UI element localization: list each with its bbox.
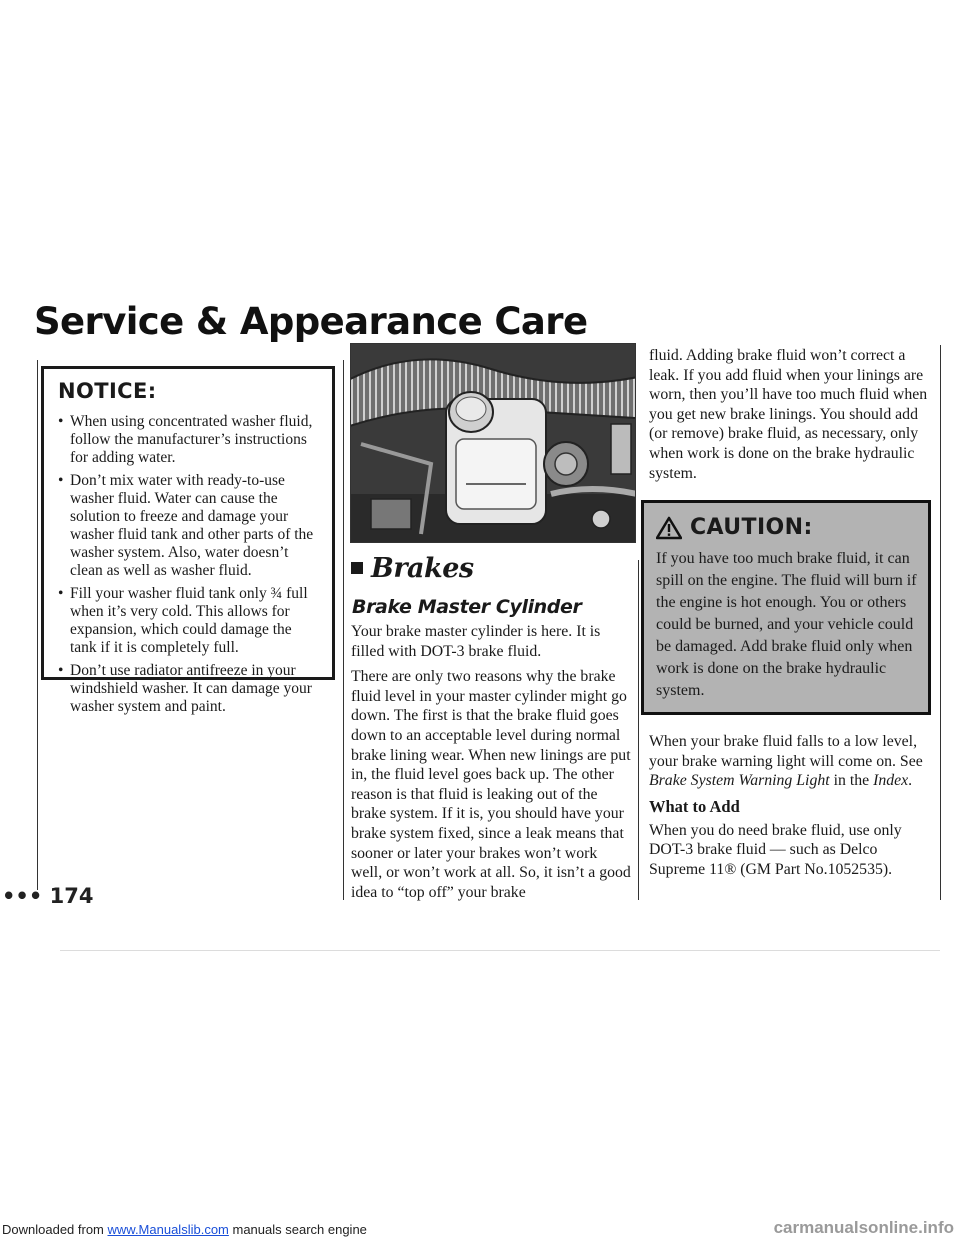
page-number-dots: ••• (2, 884, 43, 908)
caution-title-text: CAUTION: (690, 515, 813, 540)
right-margin-rule (940, 345, 941, 900)
bullet-icon: • (58, 472, 64, 489)
watermark: carmanualsonline.info (773, 1218, 954, 1237)
left-margin-rule (37, 360, 38, 890)
download-notice (2, 1222, 367, 1237)
notice-bullet-text: Don’t mix water with ready-to-use washer fluid. Water can cause the solution to freeze and damage your washer fluid tank and other parts of the washer system. Also, water doesn’t clean as well as washer fluid. (70, 472, 314, 579)
notice-bullet-list (58, 413, 318, 716)
manualslib-link[interactable]: www.Manualslib.com (107, 1222, 229, 1237)
notice-bullet (58, 472, 318, 580)
section-title: Service & Appearance Care (34, 300, 588, 343)
brakes-paragraph-2: There are only two reasons why the brake fluid level in your master cylinder might go down. The first is that the brake fluid goes down to an acceptable level during normal brake lining wear. When new linings are put in, the fluid level goes back up. The other reason is that fluid is leaking out of the brake system. If it is, you should have your brake system fixed, since a leak means that sooner or later your brakes won’t work well, or won’t work at all. So, it isn’t a good idea to “top off” your brake (351, 668, 631, 901)
warning-text-3: . (908, 772, 913, 790)
bullet-icon: • (58, 585, 64, 602)
engine-bay-illustration (351, 344, 636, 543)
warning-light-reference: Brake System Warning Light (649, 772, 830, 790)
footer-divider (60, 950, 940, 951)
brakes-body-column (351, 622, 631, 908)
square-bullet-icon (351, 562, 363, 574)
caution-text: If you have too much brake fluid, it can spill on the engine. The fluid will burn if the engine is hot enough. You or others could be burned, and your vehicle could be damaged. Add brake fluid only when work is done on the brake hydraulic system. (656, 550, 917, 699)
download-prefix: Downloaded from (2, 1222, 108, 1237)
bullet-icon: • (58, 662, 64, 679)
notice-bullet-text: Don’t use radiator antifreeze in your windshield washer. It can damage your washer system and paint. (70, 662, 312, 715)
brake-fluid-column-bottom (649, 732, 932, 886)
index-reference: Index (873, 772, 909, 790)
notice-bullet (58, 585, 318, 657)
caution-box (641, 500, 931, 715)
warning-text-1: When your brake fluid falls to a low level, your brake warning light will come on. See (649, 733, 923, 770)
column-divider-1 (343, 360, 344, 900)
brake-fluid-continuation: fluid. Adding brake fluid won’t correct a leak. If you add fluid when your linings are worn, then you’ll have too much fluid when you get new brake linings. You should add (or remove) brake fluid, as necessary, only when work is done on the brake hydraulic system. (649, 347, 928, 482)
brake-fluid-column-top (649, 346, 932, 489)
brake-master-cylinder-photo (350, 343, 636, 543)
warning-triangle-icon (656, 516, 682, 540)
what-to-add-heading: What to Add (649, 796, 740, 816)
notice-bullet (58, 662, 318, 716)
page-number-value: 174 (49, 884, 94, 908)
warning-light-paragraph (649, 732, 932, 791)
notice-bullet-text: When using concentrated washer fluid, follow the manufacturer’s instructions for adding water. (70, 413, 313, 466)
column-divider-2 (638, 560, 639, 900)
page-number (2, 884, 93, 908)
brakes-paragraph-1: Your brake master cylinder is here. It is filled with DOT-3 brake fluid. (351, 623, 601, 660)
brakes-heading-text: Brakes (371, 553, 474, 584)
brake-master-cylinder-heading: Brake Master Cylinder (352, 596, 582, 618)
what-to-add-text: When you do need brake fluid, use only DOT-3 brake fluid — such as Delco Supreme 11® (GM Part No.1052535). (649, 821, 902, 878)
notice-bullet-text: Fill your washer fluid tank only ¾ full when it’s very cold. This allows for expansion, which could damage the tank if it is completely full. (70, 585, 308, 656)
notice-title: NOTICE: (58, 379, 157, 403)
bullet-icon: • (58, 413, 64, 430)
warning-text-2: in the (829, 772, 874, 790)
download-suffix: manuals search engine (228, 1222, 367, 1237)
brakes-heading (351, 553, 474, 584)
notice-box (41, 366, 335, 715)
caution-title (656, 515, 918, 540)
notice-bullet (58, 413, 318, 467)
